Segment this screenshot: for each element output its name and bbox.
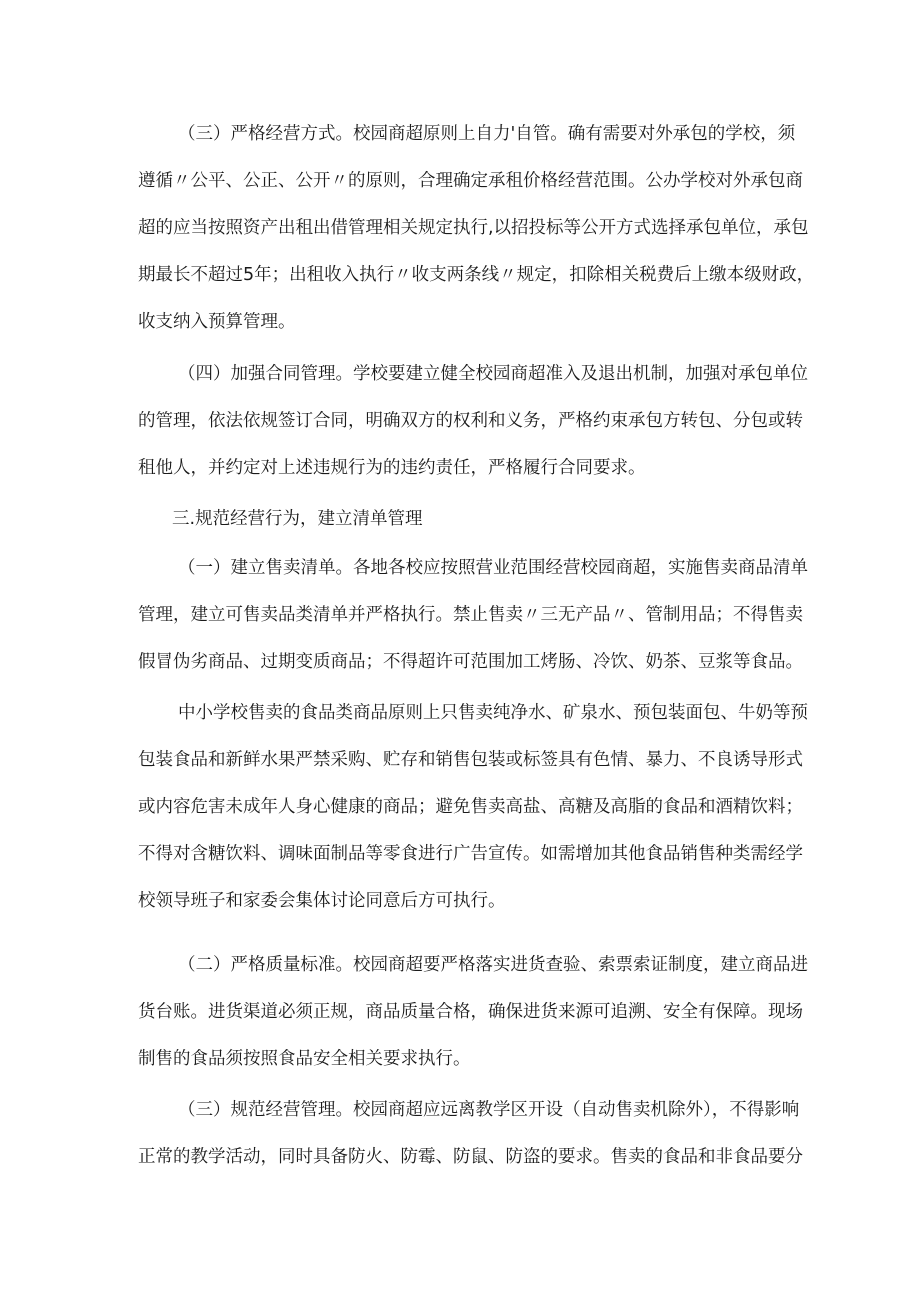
paragraph-7-line-2: 正常的教学活动，同时具备防火、防霉、防鼠、防盗的要求。售卖的食品和非食品要分	[138, 1147, 803, 1167]
paragraph-1-line-4: 期最长不超过5年；出租收入执行〃收支两条线〃规定，扣除相关税费后上缴本级财政，	[138, 265, 815, 285]
paragraph-6-line-2: 货台账。进货渠道必须正规，商品质量合格，确保进货来源可追溯、安全有保障。现场	[138, 1002, 803, 1022]
paragraph-4-line-3: 假冒伪劣商品、过期变质商品；不得超许可范围加工烤肠、冷饮、奶茶、豆浆等食品。	[138, 652, 803, 672]
paragraph-6-line-3: 制售的食品须按照食品安全相关要求执行。	[138, 1049, 471, 1069]
paragraph-2-line-1: （四）加强合同管理。学校要建立健全校园商超准入及退出机制，加强对承包单位	[178, 364, 808, 384]
paragraph-6-line-1: （二）严格质量标准。校园商超要严格落实进货查验、索票索证制度，建立商品进	[178, 955, 808, 975]
paragraph-5-line-1: 中小学校售卖的食品类商品原则上只售卖纯净水、矿泉水、预包装面包、牛奶等预	[178, 703, 808, 723]
paragraph-2-line-3: 租他人，并约定对上述违规行为的违约责任，严格履行合同要求。	[138, 458, 646, 478]
paragraph-1-line-3: 超的应当按照资产出租出借管理相关规定执行,以招投标等公开方式选择承包单位，承包	[138, 218, 809, 238]
paragraph-5-line-5: 校领导班子和家委会集体讨论同意后方可执行。	[138, 891, 506, 911]
paragraph-5-line-3: 或内容危害未成年人身心健康的商品；避免售卖高盐、高糖及高脂的食品和酒精饮料；	[138, 797, 803, 817]
paragraph-1-line-5: 收支纳入预算管理。	[138, 312, 296, 332]
paragraph-7-line-1: （三）规范经营管理。校园商超应远离教学区开设（自动售卖机除外），不得影响	[178, 1100, 800, 1120]
paragraph-1-line-2: 遵循〃公平、公正、公开〃的原则，合理确定承租价格经营范围。公办学校对外承包商	[138, 171, 803, 191]
paragraph-5-line-4: 不得对含糖饮料、调味面制品等零食进行广告宣传。如需增加其他食品销售种类需经学	[138, 844, 803, 864]
paragraph-4-line-2: 管理，建立可售卖品类清单并严格执行。禁止售卖〃三无产品〃、管制用品；不得售卖	[138, 605, 803, 625]
paragraph-2-line-2: 的管理，依法依规签订合同，明确双方的权利和义务，严格约束承包方转包、分包或转	[138, 411, 803, 431]
paragraph-1-line-1: （三）严格经营方式。校园商超原则上自力'自管。确有需要对外承包的学校，须	[178, 124, 796, 144]
paragraph-4-line-1: （一）建立售卖清单。各地各校应按照营业范围经营校园商超，实施售卖商品清单	[178, 558, 808, 578]
paragraph-5-line-2: 包装食品和新鲜水果严禁采购、贮存和销售包装或标签具有色情、暴力、不良诱导形式	[138, 750, 803, 770]
section-heading: 三.规范经营行为，建立清单管理	[172, 509, 423, 529]
